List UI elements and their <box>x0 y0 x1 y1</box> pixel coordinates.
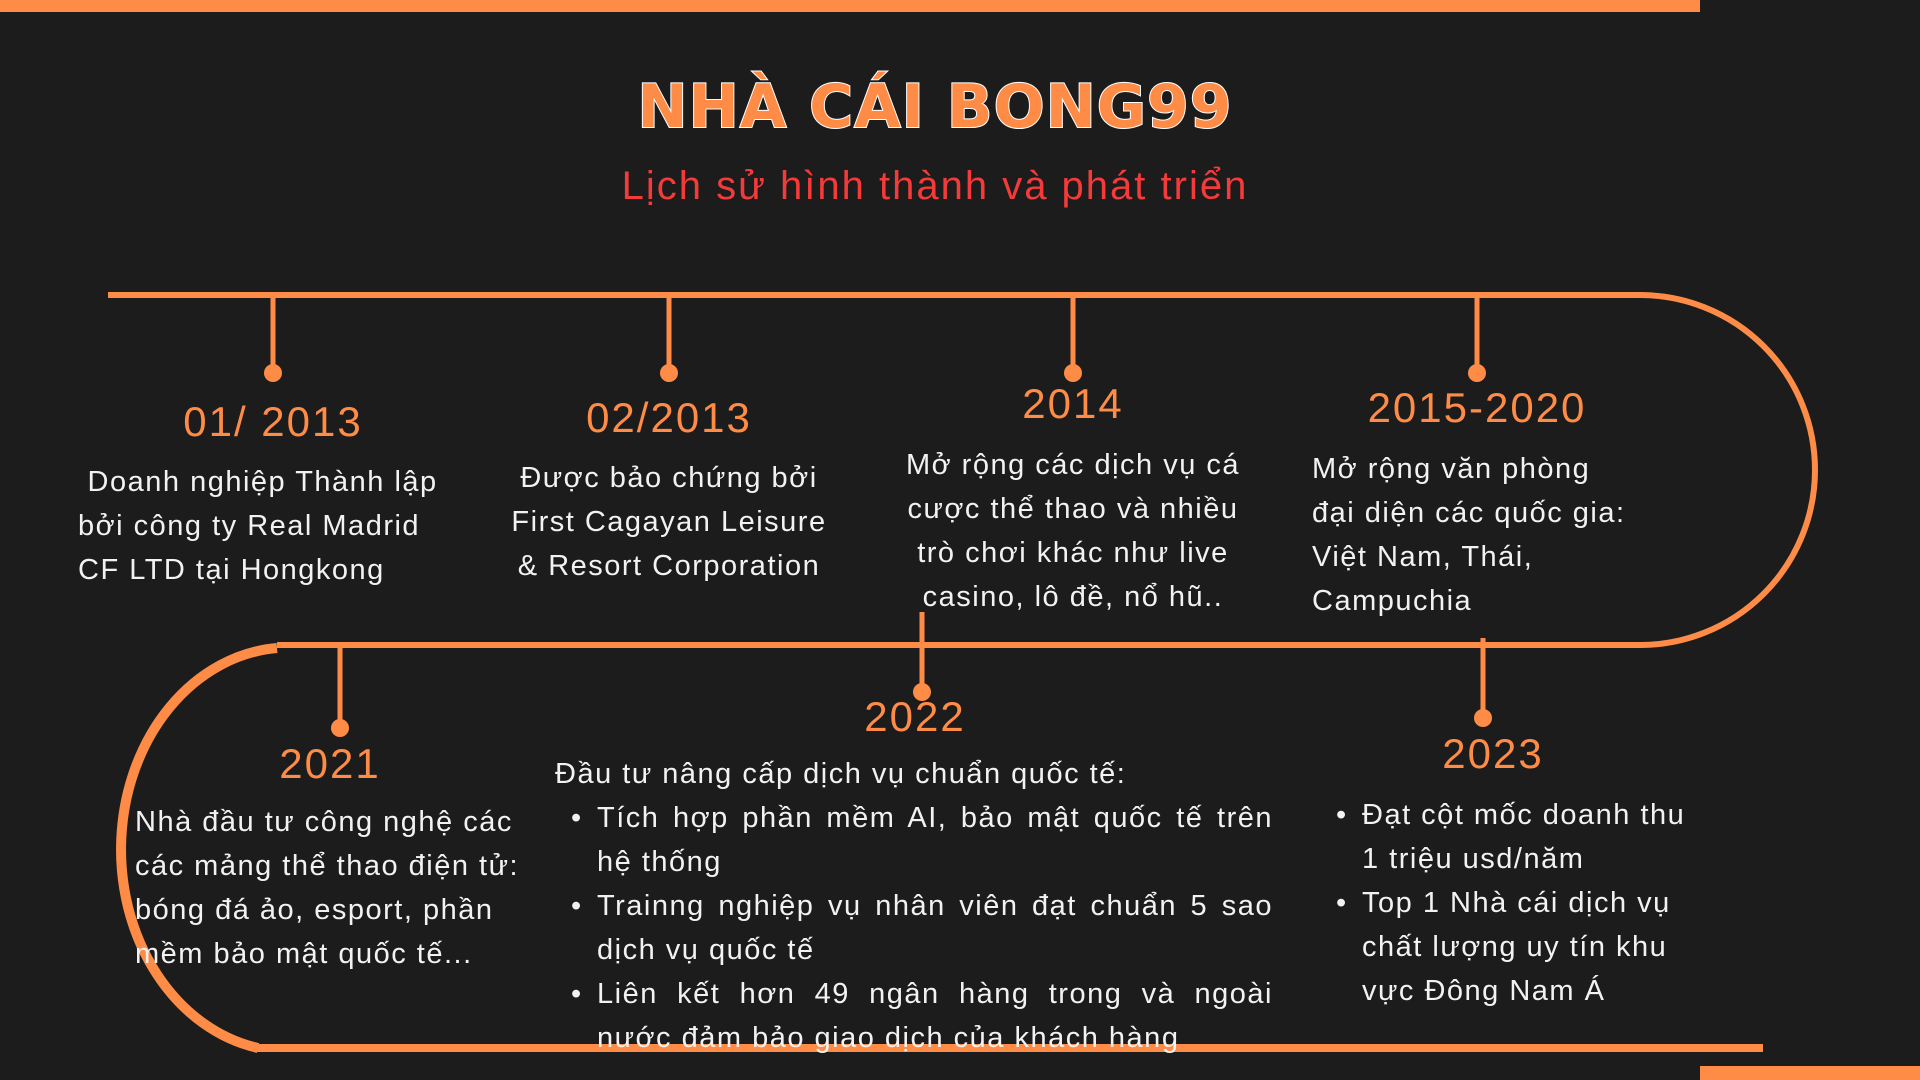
desc-line: casino, lô đề, nổ hũ.. <box>922 581 1224 613</box>
desc-line: Nhà đầu tư công nghệ các <box>135 806 513 838</box>
milestone-desc-2013-01 <box>78 460 478 592</box>
timeline-marker-2023 <box>1474 638 1492 727</box>
milestone-year-2023: 2023 <box>1442 730 1544 777</box>
milestone-year-2021: 2021 <box>279 740 381 787</box>
desc-line: Được bảo chứng bởi <box>520 462 818 494</box>
milestone-desc-2023 <box>1320 793 1690 1013</box>
desc-line: First Cagayan Leisure <box>511 506 827 538</box>
desc-line: bóng đá ảo, esport, phần <box>135 894 494 926</box>
bullet-list <box>555 796 1273 1060</box>
timeline-marker-2014 <box>1064 295 1082 382</box>
milestone-desc-2014 <box>878 443 1268 619</box>
desc-line: các mảng thể thao điện tử: <box>135 850 520 882</box>
desc-line: trò chơi khác như live <box>917 537 1229 569</box>
timeline-marker-2013-01 <box>264 295 282 382</box>
milestone-year-2013-02: 02/2013 <box>586 394 752 441</box>
desc-intro: Đầu tư nâng cấp dịch vụ chuẩn quốc tế: <box>555 758 1127 790</box>
bottom-accent-bar <box>1700 1066 1920 1080</box>
milestone-desc-2022 <box>555 752 1273 1060</box>
page-subtitle: Lịch sử hình thành và phát triển <box>621 164 1249 208</box>
desc-line: Việt Nam, Thái, <box>1312 541 1534 573</box>
timeline-marker-2013-02 <box>660 295 678 382</box>
milestone-year-2014: 2014 <box>1022 380 1124 427</box>
desc-line: mềm bảo mật quốc tế... <box>135 938 473 970</box>
bullet-item: • Top 1 Nhà cái dịch vụ chất lượng uy tín khu vực Đông Nam Á <box>1362 881 1690 1013</box>
bullet-item: • Liên kết hơn 49 ngân hàng trong và ngoài nước đảm bảo giao dịch của khách hàng <box>597 972 1273 1060</box>
desc-line: đại diện các quốc gia: <box>1312 497 1626 529</box>
top-accent-bar <box>0 0 1700 12</box>
desc-line: Mở rộng các dịch vụ cá <box>905 449 1241 481</box>
desc-line: Mở rộng văn phòng <box>1312 453 1591 485</box>
bullet-list <box>1320 793 1690 1013</box>
timeline-marker-2022 <box>913 612 931 701</box>
milestone-desc-2013-02 <box>484 456 854 588</box>
timeline-marker-2021 <box>331 645 349 737</box>
desc-line: Campuchia <box>1312 585 1473 617</box>
desc-line: Doanh nghiệp Thành lập <box>78 466 438 498</box>
milestone-year-2013-01: 01/ 2013 <box>183 398 363 445</box>
milestone-year-2022: 2022 <box>864 693 966 740</box>
bullet-item: • Trainng nghiệp vụ nhân viên đạt chuẩn 5 sao dịch vụ quốc tế <box>597 884 1273 972</box>
desc-line: cược thể thao và nhiều <box>907 493 1239 525</box>
milestone-year-2015-2020: 2015-2020 <box>1367 384 1587 431</box>
milestone-desc-2015-2020 <box>1312 447 1652 623</box>
desc-line: & Resort Corporation <box>517 550 821 582</box>
page-title: NHÀ CÁI BONG99 <box>637 72 1233 142</box>
milestone-desc-2021 <box>135 800 555 976</box>
desc-line: CF LTD tại Hongkong <box>78 554 385 586</box>
bullet-item: • Đạt cột mốc doanh thu 1 triệu usd/năm <box>1362 793 1690 881</box>
timeline-marker-2015-2020 <box>1468 295 1486 382</box>
bullet-item: • Tích hợp phần mềm AI, bảo mật quốc tế trên hệ thống <box>597 796 1273 884</box>
desc-line: bởi công ty Real Madrid <box>78 510 421 542</box>
